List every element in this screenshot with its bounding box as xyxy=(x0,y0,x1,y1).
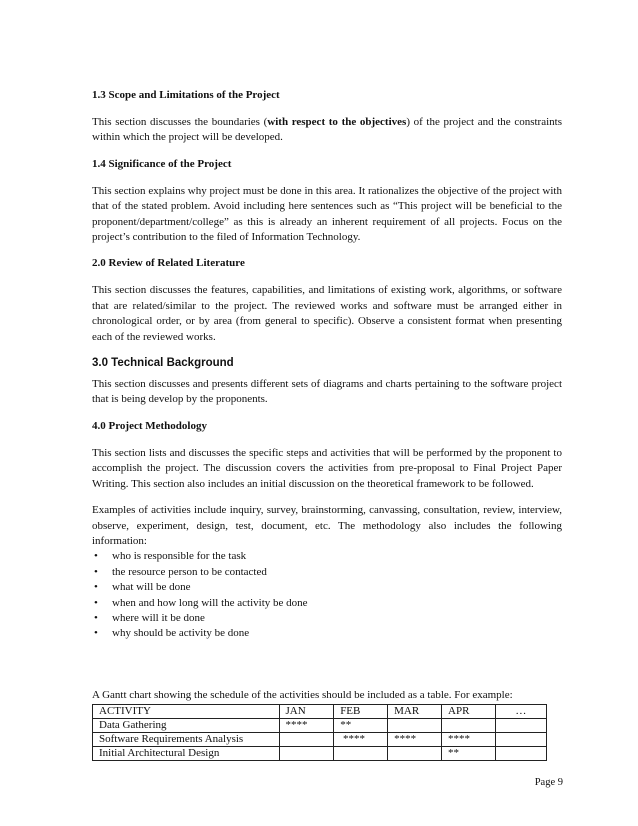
table-cell xyxy=(442,719,496,733)
section-3-0-heading: 3.0 Technical Background xyxy=(92,357,234,370)
bullet-icon: • xyxy=(94,581,98,594)
header-cell: ACTIVITY xyxy=(93,705,280,719)
bullet-icon: • xyxy=(94,565,98,578)
table-cell xyxy=(279,733,334,747)
table-cell xyxy=(495,719,546,733)
list-item-text: what will be done xyxy=(112,581,191,594)
bullet-icon: • xyxy=(94,596,98,609)
section-1-3-emphasis: with respect to the objectives xyxy=(267,116,407,128)
bullet-icon: • xyxy=(94,611,98,624)
methodology-bullet-list xyxy=(92,549,562,641)
spacer xyxy=(92,642,562,688)
list-item xyxy=(92,580,562,595)
page-number: Page 9 xyxy=(534,777,563,788)
section-3-0-paragraph: This section discusses and presents different sets of diagrams and charts pertaining to the software project that is being develop by the proponents. xyxy=(92,378,562,406)
section-1-4-heading: 1.4 Significance of the Project xyxy=(92,157,232,170)
section-2-0-heading: 2.0 Review of Related Literature xyxy=(92,257,245,270)
table-cell: ** xyxy=(334,719,388,733)
section-1-3-text-c: ) of the project and the constraints within which the project will be developed. xyxy=(92,116,562,144)
list-item-text: where will it be done xyxy=(112,611,205,624)
bullet-icon: • xyxy=(94,550,98,563)
bullet-icon: • xyxy=(94,627,98,640)
table-cell: **** xyxy=(442,733,496,747)
section-4-0-paragraph-2: Examples of activities include inquiry, survey, brainstorming, canvassing, consultation, review, interview, observe, experiment, design, test, document, etc. The methodology also includes the following information: xyxy=(92,504,562,547)
list-item xyxy=(92,565,562,580)
header-cell: APR xyxy=(442,705,496,719)
section-2-0-paragraph: This section discusses the features, capabilities, and limitations of existing work, algorithms, or software that are related/similar to the project. The reviewed works and software must be arranged either in chronological order, or by area (from general to specific). Observe a consistent format when presenting each of the reviewed works. xyxy=(92,284,562,343)
list-item-text: why should be activity be done xyxy=(112,627,250,640)
table-row xyxy=(93,719,547,733)
table-cell xyxy=(388,747,442,761)
header-cell: MAR xyxy=(388,705,442,719)
list-item xyxy=(92,626,562,641)
section-1-4-paragraph: This section explains why project must be done in this area. It rationalizes the objective of the project with that of the stated problem. Avoid including here sentences such as “This project will be beneficial to the proponent/department/college” as this is already an inherent requirement of all projects. Focus on the project’s contribution to the filed of Information Technology. xyxy=(92,184,562,244)
table-cell xyxy=(495,747,546,761)
section-1-3-heading: 1.3 Scope and Limitations of the Project xyxy=(92,89,280,101)
table-cell: Initial Architectural Design xyxy=(93,747,280,761)
list-item xyxy=(92,549,562,564)
table-row xyxy=(93,747,547,761)
table-cell: Software Requirements Analysis xyxy=(93,733,280,747)
gantt-intro: A Gantt chart showing the schedule of the activities should be included as a table. For example: xyxy=(92,688,513,701)
table-cell: **** xyxy=(388,733,442,747)
list-item xyxy=(92,596,562,611)
table-cell: **** xyxy=(279,719,334,733)
table-cell: ** xyxy=(442,747,496,761)
table-row xyxy=(93,733,547,747)
table-cell xyxy=(495,733,546,747)
header-cell: … xyxy=(495,705,546,719)
list-item-text: when and how long will the activity be done xyxy=(112,596,308,609)
table-cell xyxy=(279,747,334,761)
table-cell: **** xyxy=(334,733,388,747)
table-cell xyxy=(388,719,442,733)
page-content xyxy=(92,88,562,761)
table-cell xyxy=(334,747,388,761)
list-item-text: the resource person to be contacted xyxy=(112,565,267,578)
gantt-table xyxy=(92,704,547,761)
header-cell: JAN xyxy=(279,705,334,719)
section-4-0-heading: 4.0 Project Methodology xyxy=(92,419,207,432)
table-cell: Data Gathering xyxy=(93,719,280,733)
header-cell: FEB xyxy=(334,705,388,719)
table-header-row xyxy=(93,705,547,719)
list-item xyxy=(92,611,562,626)
section-4-0-paragraph-1: This section lists and discusses the specific steps and activities that will be performed by the proponent to accomplish the project. The discussion covers the activities from pre-proposal to Final Project Paper Writing. This section also includes an initial discussion on the theoretical framework to be followed. xyxy=(92,446,562,490)
section-1-3-paragraph xyxy=(92,115,562,146)
list-item-text: who is responsible for the task xyxy=(112,550,247,563)
section-1-3-text-a: This section discusses the boundaries ( xyxy=(92,116,268,128)
